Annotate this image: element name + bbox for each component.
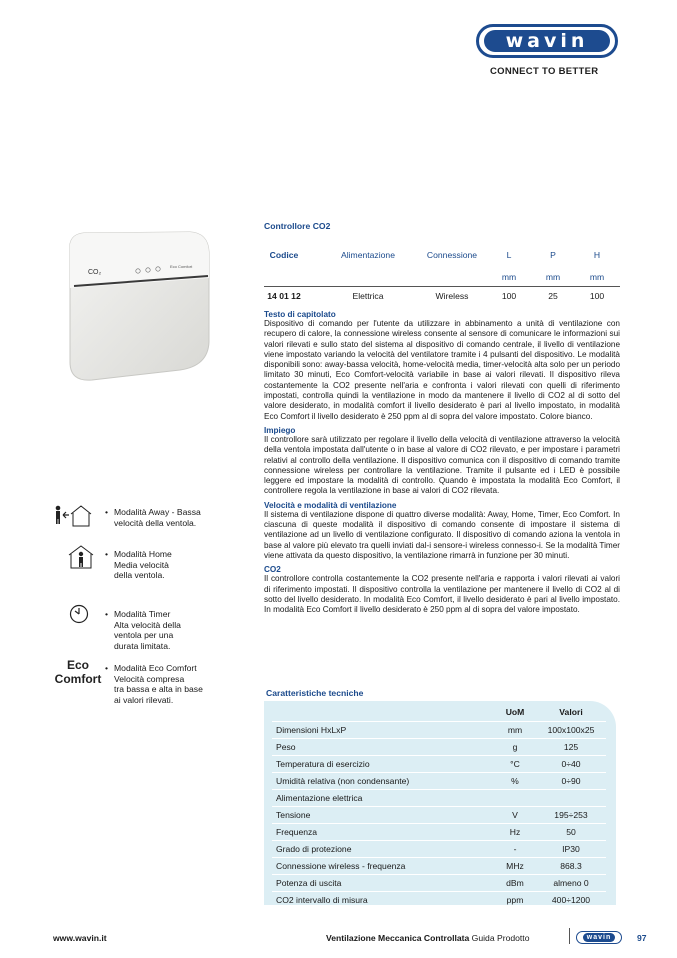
spec-value: 125 (563, 742, 579, 752)
spec-name: Frequenza (276, 827, 318, 837)
mode-away-line: Modalità Away - Bassa (114, 507, 201, 517)
spec-name: Tensione (276, 810, 311, 820)
spec-value: 100x100x25 (547, 725, 595, 735)
spec-uom: % (511, 776, 519, 786)
header-h: H (593, 250, 601, 260)
spec-uom: - (513, 844, 517, 854)
spec-value: 400÷1200 (551, 895, 591, 905)
timer-clock-icon (69, 604, 89, 624)
spec-uom: g (512, 742, 518, 752)
mode-eco-line: Velocità compresa (114, 673, 185, 684)
header-l: L (506, 250, 512, 260)
specs-row (272, 807, 606, 824)
spec-value: 50 (566, 827, 576, 837)
spec-value: almeno 0 (553, 878, 589, 888)
spec-name: Grado di protezione (276, 844, 352, 854)
specs-title: Caratteristiche tecniche (266, 688, 364, 698)
specs-row (272, 722, 606, 739)
header-connessione: Connessione (426, 250, 478, 260)
footer-doc-title (326, 933, 529, 943)
unit-p: mm (545, 272, 561, 282)
mode-eco-text: • Modalità Eco Comfort Velocità compresa tra bassa e alta in base ai valori rilevati. (105, 663, 203, 705)
spec-uom: V (512, 810, 518, 820)
specs-header-uom: UoM (505, 707, 525, 717)
section-text: Il sistema di ventilazione dispone di quattro diverse modalità: Away, Home, Timer, Eco Comfort. In ciascuna di queste modalità il dispositivo di comando consente di impostare il sistema di ventilazione ad un livello di ventilazione configurato. Il dispositivo di comando aziona la ventola in base al valore più elevato tra quelli inviati dal-i sensore-i wireless connesso-i. Se la modalità Timer viene attivata da questo dispositivo, la ventilazione rimarrà in funzione per 30 minuti. (264, 509, 620, 560)
spec-name: Connessione wireless - frequenza (276, 861, 406, 871)
codes-units-row (264, 272, 620, 286)
specs-row (272, 892, 606, 909)
home-house-icon (68, 545, 94, 569)
mode-home-line: Modalità Home (114, 549, 172, 559)
mode-timer-line: ventola per una (114, 630, 174, 640)
mode-timer (69, 604, 89, 629)
section-text: Il controllore sarà utilizzato per regolare il livello della velocità di ventilazione attraverso la velocità della ventola impostata dall'utente o in base al valore di CO2 rilevato, e per impostare i parametri relativi al controllo della ventilazione. Il dispositivo comunica con il dispositivo di comando tramite connessione wireless per controllare la ventilazione. Tramite il pulsante ed i LED è possibile leggere ed impostare la modalità di controllo. Quando è impostata la modalità Eco Comfort, il controllere regola la ventilazione in base ai valori di CO2 rilevata. (264, 434, 620, 496)
mode-timer-line: Alta velocità della (114, 619, 181, 630)
spec-name: Umidità relativa (non condensante) (276, 776, 410, 786)
device-tag: Eco Comfort (170, 264, 193, 269)
spec-value: 195÷253 (554, 810, 588, 820)
spec-value: IP30 (562, 844, 580, 854)
mode-home (68, 545, 94, 574)
spec-uom: dBm (506, 878, 524, 888)
cell-p: 25 (548, 291, 558, 301)
codes-table (264, 250, 620, 305)
header-p: P (550, 250, 556, 260)
section-text: Il controllore controlla costantemente la CO2 presente nell'aria e rapporta i valori rilevati ai valori di riferimento impostati. Il dispositivo controlla la ventilazione per mantenere il livello di CO2 al di sotto del livello desiderato. In modalità Eco Comfort, il livello desiderato è pari al livello impostato. In modalità Eco Comfort il livello desiderato è 250 ppm al di sopra del valore impostato. (264, 574, 620, 615)
wavin-logo (476, 24, 618, 58)
spec-uom: MHz (506, 861, 524, 871)
mode-timer-line: Modalità Timer (114, 609, 171, 619)
spec-value: 0÷40 (561, 759, 581, 769)
header-alimentazione: Alimentazione (341, 250, 395, 260)
mode-eco-line: Modalità Eco Comfort (114, 663, 197, 673)
mode-eco-line: tra bassa e alta in base (114, 684, 203, 694)
cell-connessione: Wireless (435, 291, 469, 301)
mode-eco-line: ai valori rilevati. (114, 694, 174, 705)
mode-away (53, 505, 93, 532)
header-codice: Codice (269, 250, 299, 260)
codes-header-row (264, 250, 620, 264)
spec-name: Alimentazione elettrica (276, 793, 363, 803)
specs-row (272, 858, 606, 875)
specs-row (272, 824, 606, 841)
spec-uom: °C (510, 759, 520, 769)
mode-timer-line: durata limitata. (114, 640, 171, 651)
specs-row (272, 841, 606, 858)
device-label: CO₂ (88, 269, 102, 276)
section-heading: Impiego (264, 425, 296, 435)
mode-home-text: • Modalità Home Media velocità della ventola. (105, 549, 172, 580)
specs-row (272, 875, 606, 892)
mode-home-line: della ventola. (114, 570, 165, 580)
section-heading: CO2 (264, 565, 281, 575)
specs-row (272, 756, 606, 773)
footer-logo-text: wavin (583, 933, 615, 942)
tagline: CONNECT TO BETTER (490, 66, 599, 77)
footer-title: Ventilazione Meccanica Controllata (326, 933, 470, 943)
section-heading: Testo di capitolato (264, 310, 336, 319)
spec-name: Peso (276, 742, 296, 752)
spec-name: Potenza di uscita (276, 878, 342, 888)
cell-alimentazione: Elettrica (352, 291, 384, 301)
specs-header-valori: Valori (559, 707, 583, 717)
spec-uom: ppm (506, 895, 524, 905)
cell-codice: 14 01 12 (267, 291, 301, 301)
spec-value: 0÷90 (561, 776, 581, 786)
specs-row (272, 739, 606, 756)
codes-data-row (264, 291, 620, 305)
footer-divider (569, 928, 570, 944)
specs-row (272, 790, 606, 807)
footer-website[interactable]: www.wavin.it (53, 933, 107, 943)
away-house-icon (53, 505, 93, 527)
unit-h: mm (589, 272, 605, 282)
cell-h: 100 (589, 291, 605, 301)
mode-timer-text: • Modalità Timer Alta velocità della ventola per una durata limitata. (105, 609, 181, 651)
mode-home-line: Media velocità (114, 559, 169, 570)
logo-text: wavin (484, 30, 610, 52)
specs-table (272, 704, 606, 909)
section-text: Dispositivo di comando per l'utente da utilizzare in abbinamento a unità di ventilazione con recupero di calore, la connessione wireless consente al sensore di comunicare le informazioni sui valori rilevati e sullo stato del sistema al dispositivo di comando centrale, il livello di ventilazione viene impostato variando la velocità del ventilatore tramite i 4 pulsanti del dispositivo. Le modalità disponibili sono: away-bassa velocità, home-velocità media, timer-velocità alta solo per un periodo limitato 30 minuti, Eco Comfort-velocità variabile in base ai valori rilevati. Il dispositivo rileva costantemente la CO2 presente nell'aria e confronta i valori rilevati con quelli di riferimento impostati, controlla quindi la ventilazione in modo da mantenere il livello di CO2 al di sotto del valore desiderato, in modalità comfort il livello desiderato è pari al livello impostato, in modalità Eco Comfort il livello desiderato è 250 ppm al di sopra del valore impostato. Colore bianco. (264, 319, 620, 421)
page-number: 97 (637, 933, 647, 943)
footer-subtitle: Guida Prodotto (471, 933, 530, 943)
spec-uom: Hz (509, 827, 521, 837)
unit-l: mm (501, 272, 517, 282)
product-image (62, 230, 212, 390)
section-heading: Velocità e modalità di ventilazione (264, 500, 397, 510)
spec-value: 868.3 (560, 861, 582, 871)
eco-comfort-icon (52, 658, 104, 686)
specs-header-row (272, 704, 606, 722)
footer-logo (576, 931, 622, 944)
mode-away-line: velocità della ventola. (114, 517, 197, 528)
cell-l: 100 (501, 291, 517, 301)
section-title: Controllore CO2 (264, 221, 331, 231)
spec-uom: mm (507, 725, 523, 735)
specs-row (272, 773, 606, 790)
spec-name: CO2 intervallo di misura (276, 895, 368, 905)
spec-name: Temperatura di esercizio (276, 759, 370, 769)
spec-name: Dimensioni HxLxP (276, 725, 347, 735)
body-sections (264, 308, 620, 615)
eco-comfort-icon-line: Comfort (54, 672, 102, 686)
eco-comfort-icon-line: Eco (66, 658, 89, 672)
mode-away-text: • Modalità Away - Bassa velocità della ventola. (105, 507, 201, 528)
